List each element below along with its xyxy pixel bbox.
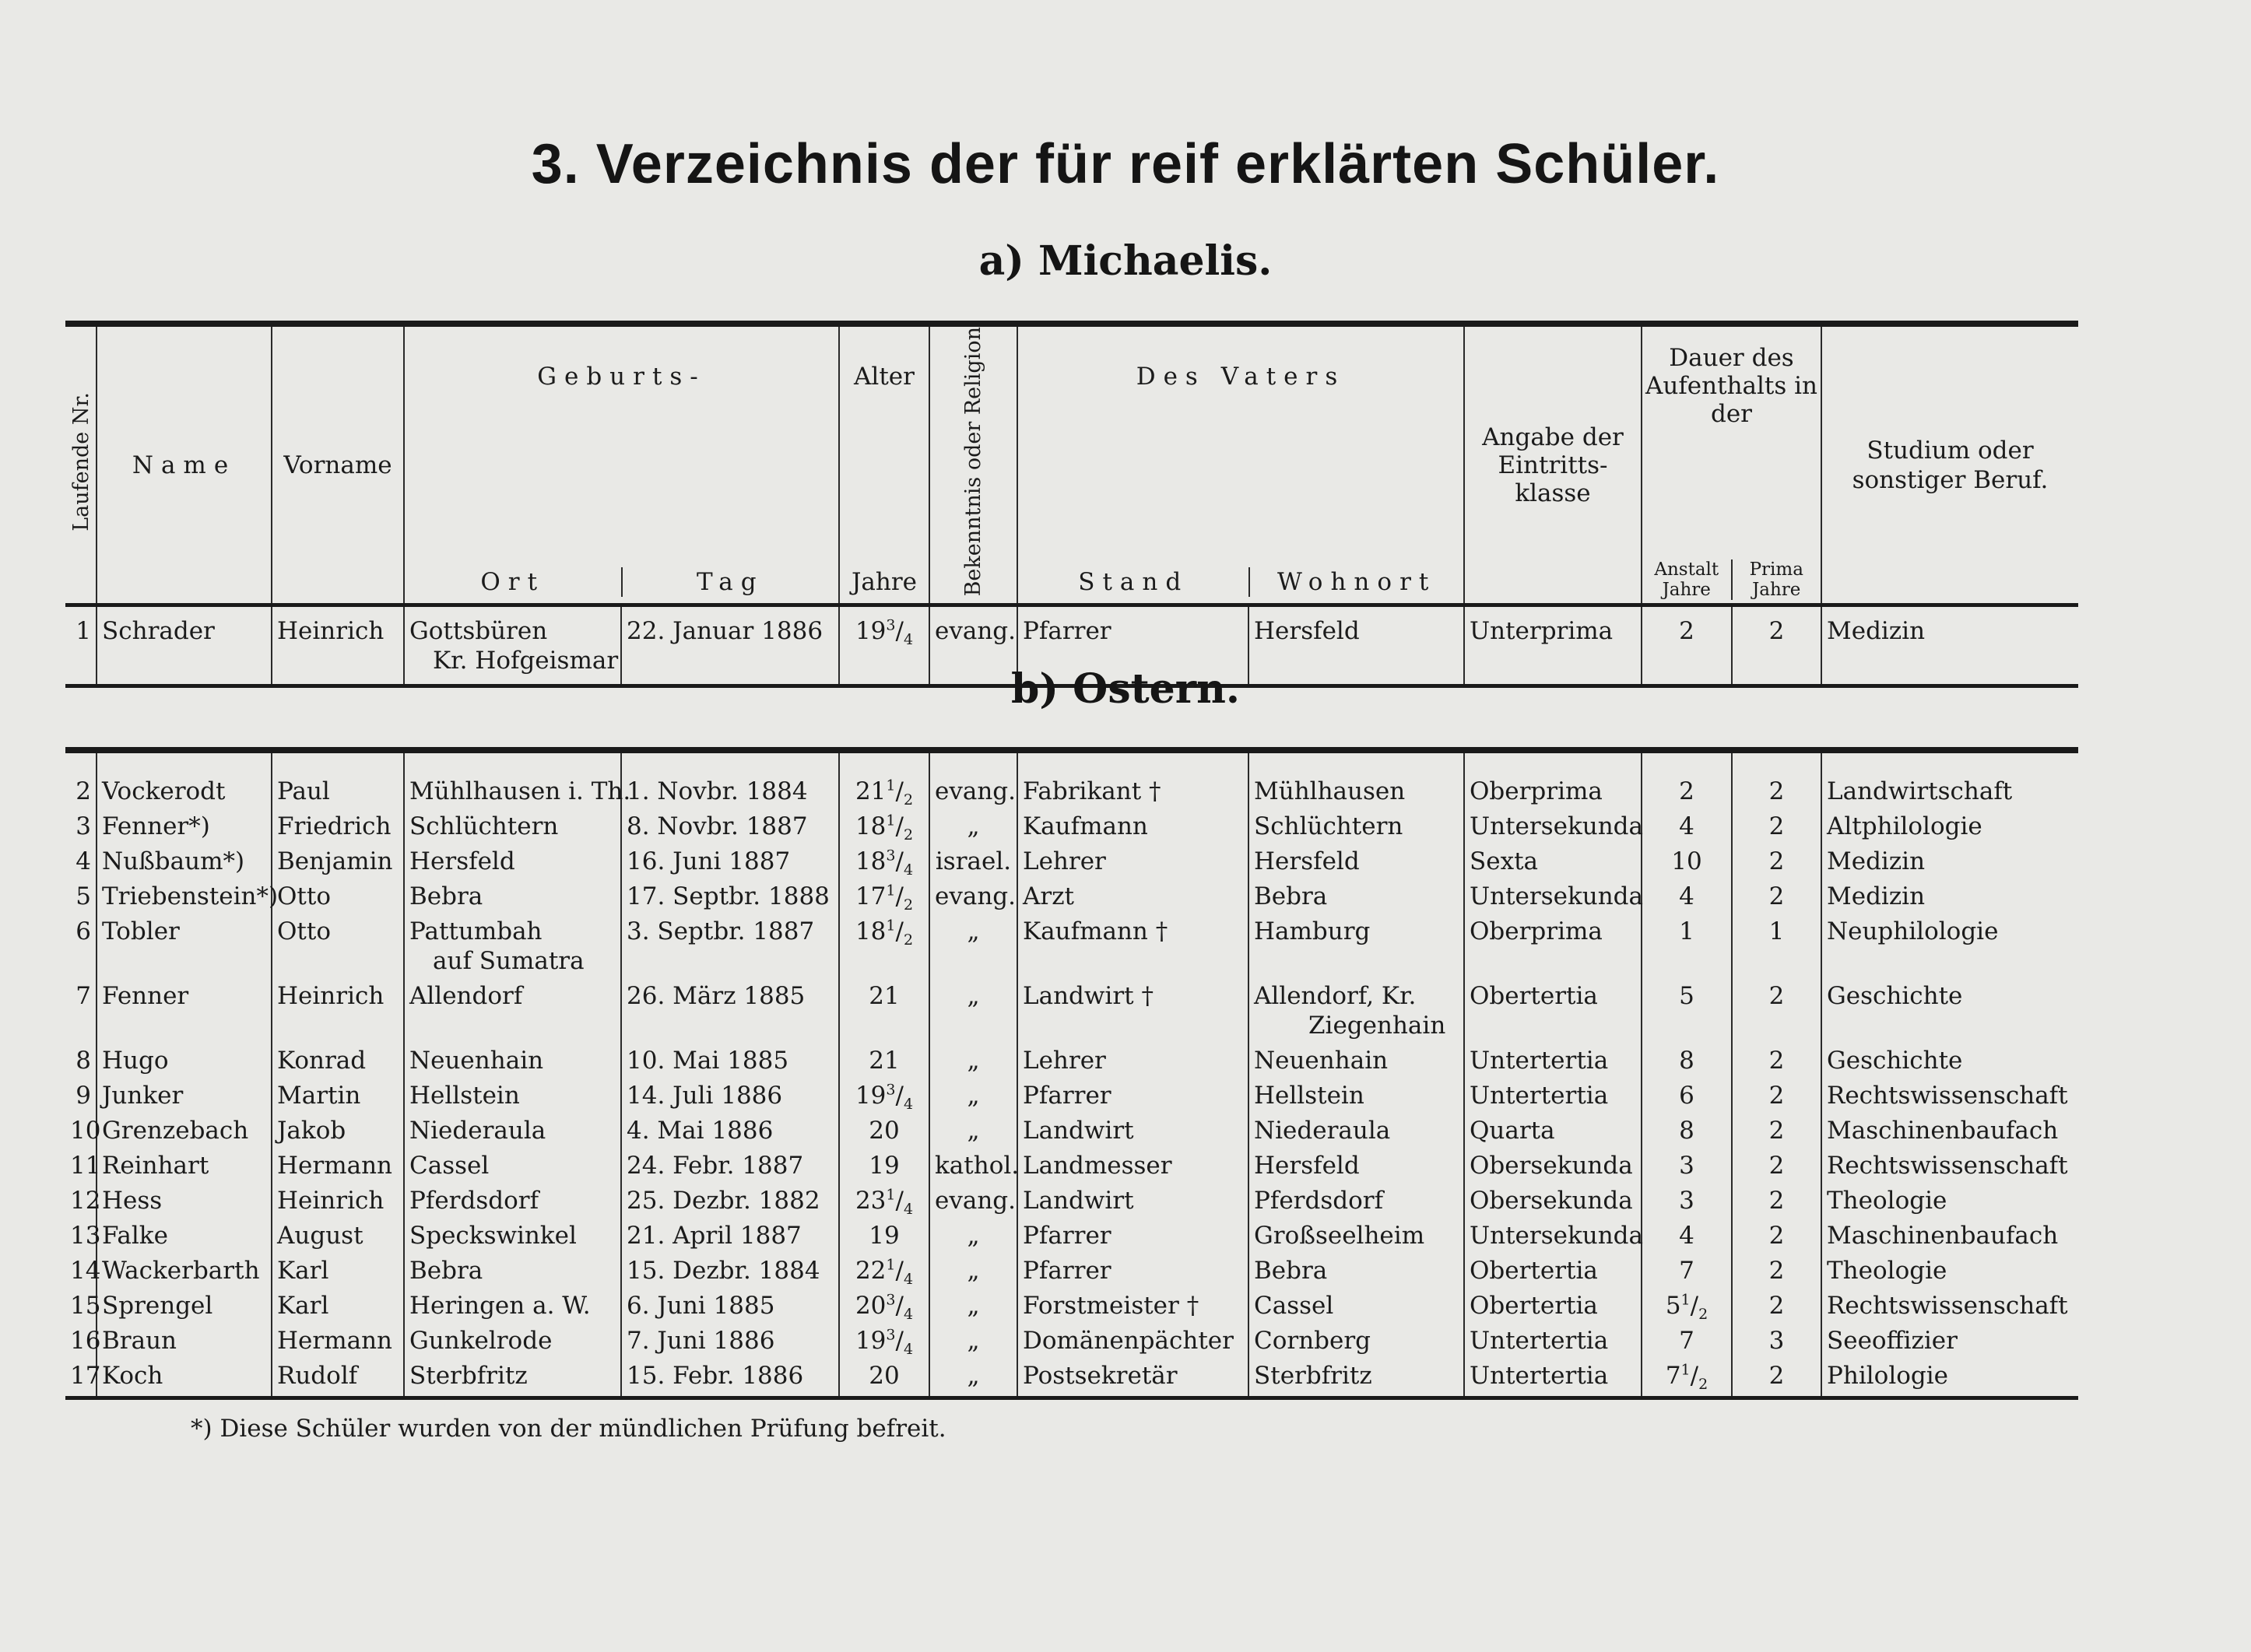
cell-vorname: Hermann [272,1151,404,1186]
header-tag: Tag [621,567,839,597]
cell-beruf: Seeoffizier [1821,1326,2078,1361]
cell-prima: 2 [1732,847,1821,882]
footnote: *) Diese Schüler wurden von der mündlichen Prüfung befreit. [191,1415,946,1443]
fraction-numerator: 3 [886,1081,896,1099]
header-laufende-nr: Laufende Nr. [69,391,93,531]
cell-beruf: Maschinenbaufach [1821,1116,2078,1151]
cell-religion: „ [929,812,1017,847]
cell-stand: Fabrikant † [1017,750,1248,812]
cell-prima: 3 [1732,1326,1821,1361]
cell-wohnort: Sterbfritz [1248,1361,1464,1398]
cell-name: Grenzebach [97,1116,272,1151]
cell-beruf: Rechtswissenschaft [1821,1081,2078,1116]
cell-name: Hess [97,1186,272,1221]
cell-ort: Gottsbüren Kr. Hofgeismar [404,605,621,686]
cell-religion: „ [929,981,1017,1046]
cell-vorname: Heinrich [272,1186,404,1221]
cell-wohnort: Cornberg [1248,1326,1464,1361]
cell-wohnort: Allendorf, Kr. Ziegenhain [1248,981,1464,1046]
cell-tag: 10. Mai 1885 [621,1046,839,1081]
cell-prima: 2 [1732,1186,1821,1221]
cell-prima: 2 [1732,1361,1821,1398]
table-row [65,812,2078,847]
header-dauer: Dauer des Aufenthalts in der Anstalt Jahre Prima Jahre [1642,324,1821,605]
fraction-numerator: 3 [886,617,896,635]
cell-ort: Gunkelrode [404,1326,621,1361]
cell-religion: kathol. [929,1151,1017,1186]
cell-name: Nußbaum*) [97,847,272,882]
header-anstalt: Anstalt Jahre [1654,559,1719,601]
cell-vorname: Heinrich [272,981,404,1046]
header-vorname: Vorname [272,324,404,605]
cell-alter: 21 [839,1046,929,1081]
fraction-numerator: 1 [1680,1361,1691,1379]
header-jahre: Jahre [851,568,918,597]
table-row [65,1291,2078,1326]
cell-alter: 21 [839,981,929,1046]
cell-religion: „ [929,1221,1017,1256]
cell-anstalt: 2 [1642,750,1732,812]
cell-vorname: Hermann [272,1326,404,1361]
cell-anstalt: 8 [1642,1046,1732,1081]
cell-ort: Schlüchtern [404,812,621,847]
cell-nr: 3 [76,812,91,840]
cell-wohnort: Schlüchtern [1248,812,1464,847]
cell-beruf: Rechtswissenschaft [1821,1291,2078,1326]
cell-stand: Landwirt [1017,1116,1248,1151]
cell-prima: 2 [1732,605,1821,686]
cell-beruf: Theologie [1821,1256,2078,1291]
cell-ort: Allendorf [404,981,621,1046]
cell-religion: israel. [929,847,1017,882]
header-alter: Alter Jahre [839,324,929,605]
cell-alter: $21^1/_2$ [839,750,929,812]
cell-ort: Hellstein [404,1081,621,1116]
cell-klasse: Sexta [1464,847,1642,882]
cell-ort: Pferdsdorf [404,1186,621,1221]
fraction-denominator: 4 [903,1341,914,1359]
cell-alter: $19^3/_4$ [839,1081,929,1116]
fraction-denominator: 4 [903,1271,914,1289]
cell-tag: 17. Septbr. 1888 [621,882,839,917]
cell-name: Vockerodt [97,750,272,812]
cell-stand: Pfarrer [1017,1221,1248,1256]
michaelis-table [65,321,2078,688]
table-row [65,1256,2078,1291]
cell-tag: 24. Febr. 1887 [621,1151,839,1186]
cell-anstalt: 4 [1642,882,1732,917]
cell-anstalt: 10 [1642,847,1732,882]
table-row [65,1046,2078,1081]
cell-nr: 2 [76,777,91,805]
cell-beruf: Medizin [1821,605,2078,686]
cell-prima: 2 [1732,1291,1821,1326]
cell-wohnort: Niederaula [1248,1116,1464,1151]
cell-religion: „ [929,1116,1017,1151]
ostern-table [65,747,2078,1400]
cell-religion: „ [929,1291,1017,1326]
cell-klasse: Untersekunda [1464,812,1642,847]
cell-klasse: Obertertia [1464,1256,1642,1291]
cell-vorname: Heinrich [272,605,404,686]
cell-ort: Heringen a. W. [404,1291,621,1326]
cell-wohnort: Hellstein [1248,1081,1464,1116]
cell-anstalt: 6 [1642,1081,1732,1116]
header-stand: Stand [1078,568,1189,597]
table-row [65,1361,2078,1398]
cell-vorname: Karl [272,1256,404,1291]
cell-name: Schrader [97,605,272,686]
cell-tag: 4. Mai 1886 [621,1116,839,1151]
cell-second-line: auf Sumatra [433,947,585,975]
cell-religion: evang. [929,882,1017,917]
cell-beruf: Neuphilologie [1821,917,2078,981]
cell-klasse: Untersekunda [1464,882,1642,917]
table-row [65,1151,2078,1186]
cell-vorname: Jakob [272,1116,404,1151]
cell-anstalt: $7^1/_2$ [1642,1361,1732,1398]
cell-nr: 7 [76,982,91,1010]
cell-tag: 8. Novbr. 1887 [621,812,839,847]
table-header-row [65,324,2078,605]
fraction-numerator: 3 [886,1326,896,1344]
fraction-denominator: 2 [903,791,914,809]
table-row [65,1116,2078,1151]
cell-stand: Lehrer [1017,1046,1248,1081]
cell-ort: Bebra [404,1256,621,1291]
cell-anstalt: $5^1/_2$ [1642,1291,1732,1326]
cell-tag: 21. April 1887 [621,1221,839,1256]
fraction-denominator: 2 [1698,1306,1708,1324]
cell-name: Reinhart [97,1151,272,1186]
cell-wohnort: Hersfeld [1248,1151,1464,1186]
cell-beruf: Medizin [1821,847,2078,882]
cell-tag: 6. Juni 1885 [621,1291,839,1326]
cell-prima: 2 [1732,1081,1821,1116]
cell-nr: 1 [65,605,97,686]
cell-klasse: Quarta [1464,1116,1642,1151]
fraction-numerator: 1 [886,812,896,830]
cell-ort: Mühlhausen i. Th. [404,750,621,812]
cell-stand: Landwirt [1017,1186,1248,1221]
cell-stand: Postsekretär [1017,1361,1248,1398]
table-row [65,1081,2078,1116]
cell-religion: „ [929,917,1017,981]
header-bekenntnis: Bekenntnis oder Religion [929,324,1017,605]
cell-klasse: Untertertia [1464,1081,1642,1116]
cell-klasse: Oberprima [1464,917,1642,981]
cell-anstalt: 3 [1642,1151,1732,1186]
cell-wohnort: Großseelheim [1248,1221,1464,1256]
cell-tag: 3. Septbr. 1887 [621,917,839,981]
cell-alter: $18^3/_4$ [839,847,929,882]
cell-ort: Niederaula [404,1116,621,1151]
cell-tag: 26. März 1885 [621,981,839,1046]
table-row [65,750,2078,812]
cell-prima: 2 [1732,1151,1821,1186]
cell-tag: 15. Febr. 1886 [621,1361,839,1398]
cell-alter: 20 [839,1116,929,1151]
cell-stand: Kaufmann [1017,812,1248,847]
table-row [65,1326,2078,1361]
cell-tag: 16. Juni 1887 [621,847,839,882]
cell-klasse: Untertertia [1464,1361,1642,1398]
table-row [65,882,2078,917]
cell-vorname: August [272,1221,404,1256]
cell-klasse: Untertertia [1464,1046,1642,1081]
cell-wohnort: Mühlhausen [1248,750,1464,812]
cell-alter: $17^1/_2$ [839,882,929,917]
header-name: Name [97,324,272,605]
cell-name: Sprengel [97,1291,272,1326]
cell-prima: 2 [1732,1116,1821,1151]
cell-anstalt: 7 [1642,1326,1732,1361]
fraction-numerator: 1 [886,917,896,935]
cell-prima: 2 [1732,750,1821,812]
cell-nr: 16 [70,1327,101,1355]
cell-nr: 13 [70,1222,101,1250]
cell-nr: 14 [70,1257,101,1285]
header-wohnort: Wohnort [1248,567,1463,597]
table-row [65,847,2078,882]
cell-ort: Hersfeld [404,847,621,882]
cell-second-line: Kr. Hofgeismar [433,647,619,675]
cell-religion: evang. [929,605,1017,686]
cell-wohnort: Bebra [1248,882,1464,917]
cell-religion: „ [929,1081,1017,1116]
cell-anstalt: 4 [1642,812,1732,847]
cell-ort: Pattumbah auf Sumatra [404,917,621,981]
cell-anstalt: 2 [1642,605,1732,686]
cell-alter: $18^1/_2$ [839,917,929,981]
cell-name: Braun [97,1326,272,1361]
cell-name: Triebenstein*) [97,882,272,917]
header-angabe: Angabe der Eintritts-klasse [1464,324,1642,605]
cell-vorname: Otto [272,917,404,981]
cell-stand: Kaufmann † [1017,917,1248,981]
cell-klasse: Oberprima [1464,750,1642,812]
cell-name: Koch [97,1361,272,1398]
cell-alter: 19 [839,1151,929,1186]
cell-wohnort: Hersfeld [1248,847,1464,882]
cell-anstalt: 5 [1642,981,1732,1046]
cell-second-line: Ziegenhain [1308,1012,1446,1040]
cell-name: Fenner*) [97,812,272,847]
cell-stand: Pfarrer [1017,1256,1248,1291]
cell-klasse: Unterprima [1464,605,1642,686]
cell-alter: $18^1/_2$ [839,812,929,847]
cell-klasse: Obersekunda [1464,1151,1642,1186]
header-prima: Prima Jahre [1731,559,1821,600]
cell-beruf: Landwirtschaft [1821,750,2078,812]
cell-stand: Arzt [1017,882,1248,917]
ostern-rows [65,750,2078,1398]
cell-wohnort: Bebra [1248,1256,1464,1291]
cell-stand: Forstmeister † [1017,1291,1248,1326]
cell-klasse: Obersekunda [1464,1186,1642,1221]
cell-stand: Landwirt † [1017,981,1248,1046]
table-row [65,1186,2078,1221]
fraction-denominator: 4 [903,631,914,649]
cell-prima: 2 [1732,882,1821,917]
cell-anstalt: 1 [1642,917,1732,981]
fraction-denominator: 4 [903,861,914,879]
cell-tag: 7. Juni 1886 [621,1326,839,1361]
cell-ort: Speckswinkel [404,1221,621,1256]
cell-klasse: Obertertia [1464,981,1642,1046]
cell-beruf: Geschichte [1821,1046,2078,1081]
fraction-denominator: 4 [903,1096,914,1114]
cell-vorname: Konrad [272,1046,404,1081]
section-heading-michaelis: a) Michaelis. [978,237,1273,285]
cell-tag: 1. Novbr. 1884 [621,750,839,812]
cell-vorname: Paul [272,750,404,812]
cell-wohnort: Pferdsdorf [1248,1186,1464,1221]
cell-ort: Bebra [404,882,621,917]
cell-alter: $20^3/_4$ [839,1291,929,1326]
cell-beruf: Geschichte [1821,981,2078,1046]
cell-vorname: Rudolf [272,1361,404,1398]
cell-prima: 2 [1732,1256,1821,1291]
cell-beruf: Altphilologie [1821,812,2078,847]
fraction-denominator: 2 [903,931,914,949]
cell-nr: 11 [70,1152,101,1180]
cell-anstalt: 3 [1642,1186,1732,1221]
cell-ort: Neuenhain [404,1046,621,1081]
cell-stand: Pfarrer [1017,1081,1248,1116]
fraction-numerator: 3 [886,1291,896,1309]
cell-religion: „ [929,1046,1017,1081]
cell-wohnort: Cassel [1248,1291,1464,1326]
cell-anstalt: 7 [1642,1256,1732,1291]
cell-prima: 2 [1732,1046,1821,1081]
cell-wohnort: Hamburg [1248,917,1464,981]
cell-anstalt: 4 [1642,1221,1732,1256]
cell-vorname: Otto [272,882,404,917]
cell-ort: Cassel [404,1151,621,1186]
cell-ort: Sterbfritz [404,1361,621,1398]
cell-tag: 25. Dezbr. 1882 [621,1186,839,1221]
cell-beruf: Theologie [1821,1186,2078,1221]
cell-nr: 17 [65,1361,97,1398]
cell-religion: evang. [929,1186,1017,1221]
header-geburts: Geburts- Ort Tag [404,324,839,605]
cell-anstalt: 8 [1642,1116,1732,1151]
cell-name: Falke [97,1221,272,1256]
fraction-denominator: 2 [903,826,914,844]
cell-nr: 15 [70,1292,101,1320]
fraction-numerator: 1 [886,1256,896,1274]
cell-alter: $19^3/_4$ [839,605,929,686]
cell-prima: 1 [1732,917,1821,981]
cell-beruf: Rechtswissenschaft [1821,1151,2078,1186]
fraction-numerator: 3 [886,847,896,865]
header-des-vaters: Des Vaters Stand Wohnort [1017,324,1464,605]
cell-prima: 2 [1732,812,1821,847]
fraction-denominator: 2 [903,896,914,914]
cell-vorname: Friedrich [272,812,404,847]
cell-wohnort: Neuenhain [1248,1046,1464,1081]
cell-alter: $23^1/_4$ [839,1186,929,1221]
table-row [65,917,2078,981]
fraction-numerator: 1 [886,777,896,794]
cell-name: Fenner [97,981,272,1046]
cell-nr: 12 [70,1187,101,1215]
cell-nr: 4 [76,847,91,875]
table-row [65,1221,2078,1256]
cell-alter: $19^3/_4$ [839,1326,929,1361]
fraction-denominator: 4 [903,1306,914,1324]
cell-vorname: Martin [272,1081,404,1116]
cell-tag: 15. Dezbr. 1884 [621,1256,839,1291]
cell-religion: „ [929,1361,1017,1398]
cell-name: Wackerbarth [97,1256,272,1291]
cell-alter: 19 [839,1221,929,1256]
cell-name: Hugo [97,1046,272,1081]
cell-tag: 22. Januar 1886 [621,605,839,686]
cell-prima: 2 [1732,1221,1821,1256]
cell-beruf: Medizin [1821,882,2078,917]
fraction-numerator: 1 [886,882,896,900]
cell-stand: Landmesser [1017,1151,1248,1186]
cell-wohnort: Hersfeld [1248,605,1464,686]
header-ort: Ort [480,568,546,597]
cell-nr: 6 [76,917,91,945]
cell-name: Tobler [97,917,272,981]
cell-religion: „ [929,1326,1017,1361]
cell-nr: 9 [76,1082,91,1110]
cell-stand: Pfarrer [1017,605,1248,686]
cell-vorname: Benjamin [272,847,404,882]
cell-prima: 2 [1732,981,1821,1046]
table-row [65,981,2078,1046]
cell-nr: 8 [76,1047,91,1075]
section-heading-ostern: b) Ostern. [1010,665,1241,713]
header-studium: Studium oder sonstiger Beruf. [1821,324,2078,605]
page-title: 3. Verzeichnis der für reif erklärten Schüler. [531,133,1720,195]
fraction-denominator: 2 [1698,1376,1708,1394]
cell-religion: evang. [929,750,1017,812]
cell-alter: 20 [839,1361,929,1398]
fraction-denominator: 4 [903,1201,914,1219]
cell-klasse: Obertertia [1464,1291,1642,1326]
cell-vorname: Karl [272,1291,404,1326]
cell-stand: Lehrer [1017,847,1248,882]
cell-beruf: Philologie [1821,1361,2078,1398]
cell-name: Junker [97,1081,272,1116]
fraction-numerator: 1 [886,1186,896,1204]
cell-nr: 10 [70,1117,101,1145]
cell-beruf: Maschinenbaufach [1821,1221,2078,1256]
cell-tag: 14. Juli 1886 [621,1081,839,1116]
cell-stand: Domänenpächter [1017,1326,1248,1361]
fraction-numerator: 1 [1680,1291,1691,1309]
cell-nr: 5 [76,882,91,910]
cell-alter: $22^1/_4$ [839,1256,929,1291]
cell-klasse: Untersekunda [1464,1221,1642,1256]
cell-religion: „ [929,1256,1017,1291]
cell-klasse: Untertertia [1464,1326,1642,1361]
